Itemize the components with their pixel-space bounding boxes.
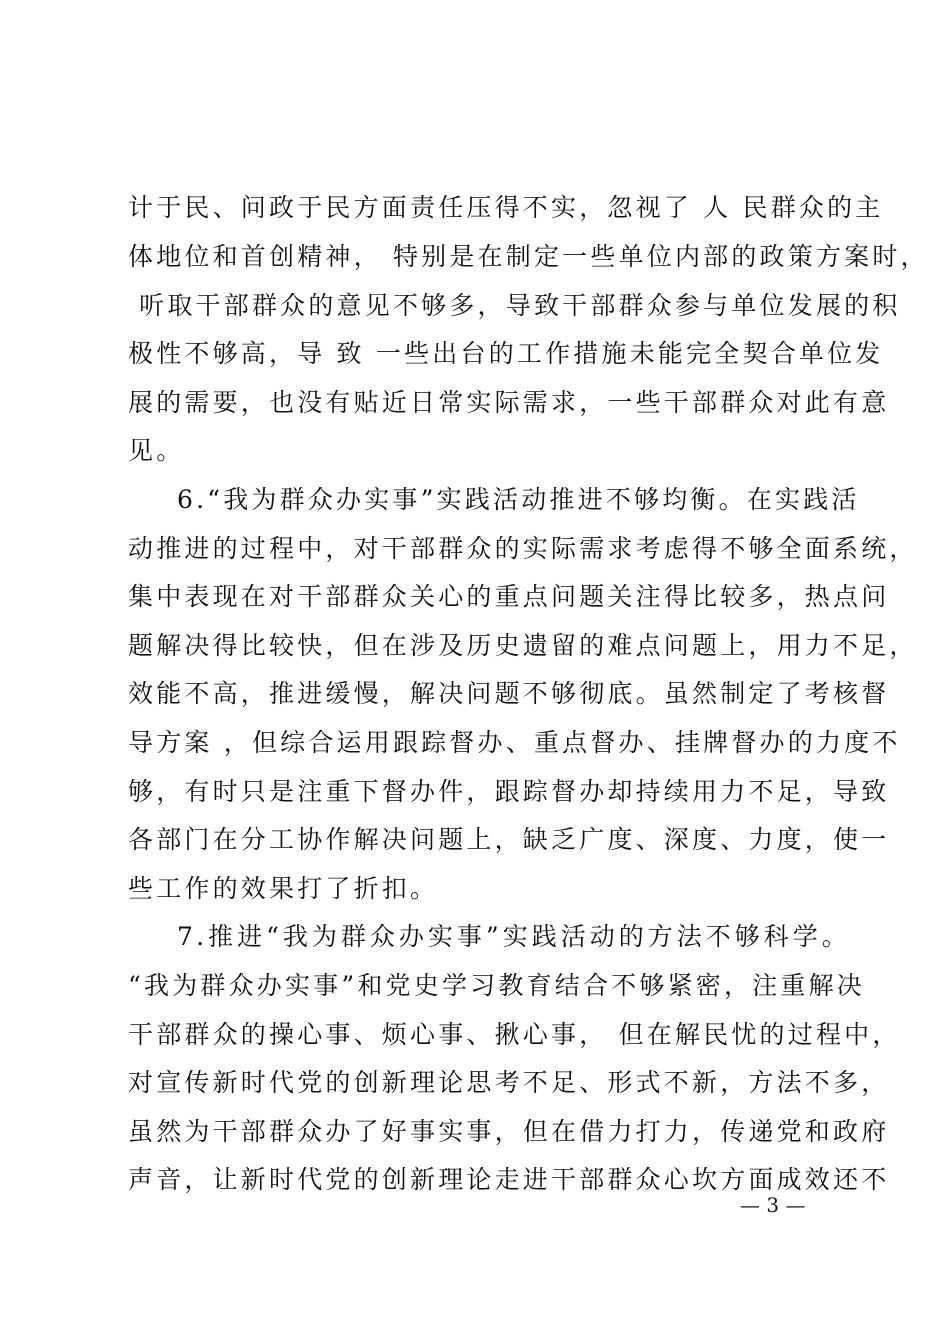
body-text-line: 对宣传新时代党的创新理论思考不足、形式不新，方法不多， [128,1068,890,1097]
body-text-line: “我为群众办实事”和党史学习教育结合不够紧密，注重解决 [128,971,865,1000]
body-text-line: 虽然为干部群众办了好事实事，但在借力打力，传递党和政府 [128,1117,890,1146]
body-text-line: 集中表现在对干部群众关心的重点问题关注得比较多，热点问 [128,582,890,611]
body-text-line: 极性不够高，导 致 一些出台的工作措施未能完全契合单位发 [128,339,884,368]
body-text-line: 体地位和首创精神， 特别是在制定一些单位内部的政策方案时， [128,242,929,271]
body-text-line: 够，有时只是注重下督办件，跟踪督办却持续用力不足，导致 [128,777,890,806]
body-text-line: 干部群众的操心事、烦心事、揪心事， 但在解民忧的过程中， [128,1020,901,1049]
page-number: — 3 — [740,1193,806,1217]
body-text-line: 效能不高，推进缓慢，解决问题不够彻底。虽然制定了考核督 [128,679,890,708]
body-text-line: 见。 [128,436,185,465]
body-text-line: 题解决得比较快，但在涉及历史遗留的难点问题上，用力不足， [128,631,918,660]
paragraph-heading-6: 6.“我为群众办实事”实践活动推进不够均衡。在实践活 [177,485,860,514]
body-text-line: 听取干部群众的意见不够多，导致干部群众参与单位发展的积 [128,291,901,320]
body-text-line: 各部门在分工协作解决问题上，缺乏广度、深度、力度，使一 [128,825,890,854]
body-text-line: 展的需要，也没有贴近日常实际需求，一些干部群众对此有意 [128,388,890,417]
body-text-line: 动推进的过程中，对干部群众的实际需求考虑得不够全面系统， [128,534,918,563]
body-text-line: 声音，让新时代党的创新理论走进干部群众心坎方面成效还不 [128,1165,890,1194]
body-text-line: 计于民、问政于民方面责任压得不实，忽视了 人 民群众的主 [128,193,884,222]
body-text-line: 导方案 ，但综合运用跟踪督办、重点督办、挂牌督办的力度不 [128,728,901,757]
body-text-line: 些工作的效果打了折扣。 [128,874,439,903]
paragraph-heading-7: 7.推进“我为群众办实事”实践活动的方法不够科学。 [177,922,850,951]
